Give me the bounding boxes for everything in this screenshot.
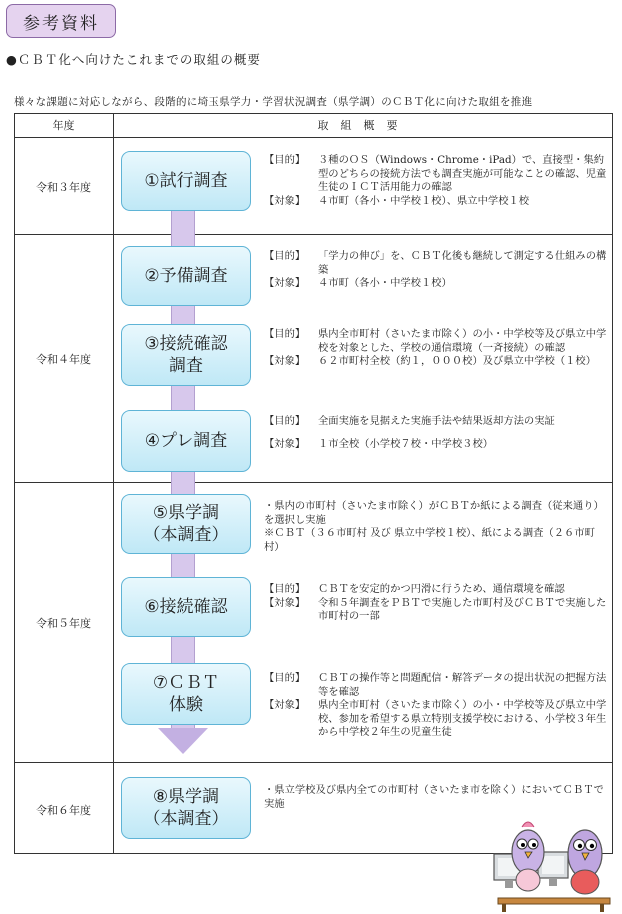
purpose-text: 全面実施を見据えた実施手法や結果返却方法の実証 (318, 415, 555, 427)
survey-breakdown-note: ※ＣＢＴ（３６市町村 及び 県立中学校１校）、紙による調査（２６市町村） (264, 527, 595, 553)
target-label: 【対象】 (264, 277, 306, 289)
step-box-pre-survey: ④プレ調査 (121, 410, 251, 472)
purpose-label: 【目的】 (264, 154, 306, 166)
mascot-illustration (488, 812, 618, 912)
purpose-label: 【目的】 (264, 415, 306, 427)
target-text: ６２市町村全校（約１，０００校）及び県立中学校（１校） (318, 355, 597, 367)
progress-arrow-head (158, 728, 208, 754)
step-box-prefectural-survey-r6: ⑧県学調 （本調査） (121, 777, 251, 839)
step-desc-prefectural-survey-r5 (264, 500, 608, 554)
year-label-r3: 令和３年度 (36, 181, 91, 194)
step-desc-connection-check-survey (264, 328, 608, 369)
step-desc-connection-check (264, 583, 608, 624)
step-desc-cbt-experience (264, 672, 608, 740)
step-box-prefectural-survey-r5: ⑤県学調 （本調査） (121, 494, 251, 554)
step-desc-pre-survey (264, 415, 608, 451)
purpose-label: 【目的】 (264, 328, 306, 340)
target-text: １市全校（小学校７校・中学校３校） (318, 437, 494, 450)
purpose-label: 【目的】 (264, 672, 306, 684)
step-box-trial-survey: ①試行調査 (121, 151, 251, 211)
row-divider-r4 (14, 234, 613, 235)
target-text: ４市町（各小・中学校１校）、県立中学校１校 (318, 194, 530, 207)
target-label: 【対象】 (264, 596, 306, 609)
target-text: 県内全市町村（さいたま市除く）の小・中学校等及び県立中学校、参加を希望する県立特別支援学校における、小学校３年生から中学校２年生の児童生徒 (318, 699, 607, 738)
header-content: 取組概要 (317, 119, 410, 132)
survey-note: ・県内の市町村（さいたま市除く）がＣＢＴか紙による調査（従来通り）を選択し実施 (264, 500, 604, 526)
intro-text: 様々な課題に対応しながら、段階的に埼玉県学力・学習状況調査（県学調）のＣＢＴ化に向けた取組を推進 (14, 96, 533, 108)
step-box-preliminary-survey: ②予備調査 (121, 246, 251, 306)
step-desc-prefectural-survey-r6 (264, 784, 608, 811)
overview-table (14, 113, 613, 854)
target-label: 【対象】 (264, 437, 306, 450)
target-text: 令和５年調査をＰＢＴで実施した市町村及びＣＢＴで実施した市町村の一部 (318, 596, 607, 622)
purpose-label: 【目的】 (264, 583, 306, 595)
target-text: ４市町（各小・中学校１校） (318, 277, 452, 289)
step-box-connection-check-survey: ③接続確認 調査 (121, 324, 251, 386)
target-label: 【対象】 (264, 355, 306, 367)
step-box-connection-check: ⑥接続確認 (121, 577, 251, 637)
row-divider-r6 (14, 762, 613, 763)
section-heading: ●ＣＢＴ化へ向けたこれまでの取組の概要 (6, 52, 261, 67)
survey-note: ・県立学校及び県内全ての市町村（さいたま市を除く）においてＣＢＴで実施 (264, 784, 604, 810)
purpose-text: 「学力の伸び」を、ＣＢＴ化後も継続して測定する仕組みの構築 (318, 250, 607, 276)
year-label-r6: 令和６年度 (36, 804, 91, 817)
step-desc-trial-survey (264, 154, 608, 208)
target-label: 【対象】 (264, 194, 306, 207)
purpose-label: 【目的】 (264, 250, 306, 262)
year-label-r5: 令和５年度 (36, 617, 91, 630)
purpose-text: ＣＢＴの操作等と問題配信・解答データの提出状況の把握方法等を確認 (318, 672, 607, 698)
row-divider-r5 (14, 482, 613, 483)
purpose-text: ３種のＯＳ（Windows・Chrome・iPad）で、直接型・集約型のどちらの接続方法でも調査実施が可能なことの確認、児童生徒のＩＣＴ活用能力の確認 (318, 154, 607, 193)
target-label: 【対象】 (264, 699, 306, 711)
purpose-text: 県内全市町村（さいたま市除く）の小・中学校等及び県立中学校を対象とした、学校の通信環境（一斉接続）の確認 (318, 328, 607, 354)
step-box-cbt-experience: ⑦ＣＢＴ 体験 (121, 663, 251, 725)
header-year: 年度 (52, 119, 75, 132)
column-divider (113, 113, 114, 854)
step-desc-preliminary-survey (264, 250, 608, 291)
year-label-r4: 令和４年度 (36, 353, 91, 366)
reference-material-tag: 参考資料 (6, 4, 116, 38)
header-divider (14, 137, 613, 138)
purpose-text: ＣＢＴを安定的かつ円滑に行うため、通信環境を確認 (318, 583, 565, 595)
